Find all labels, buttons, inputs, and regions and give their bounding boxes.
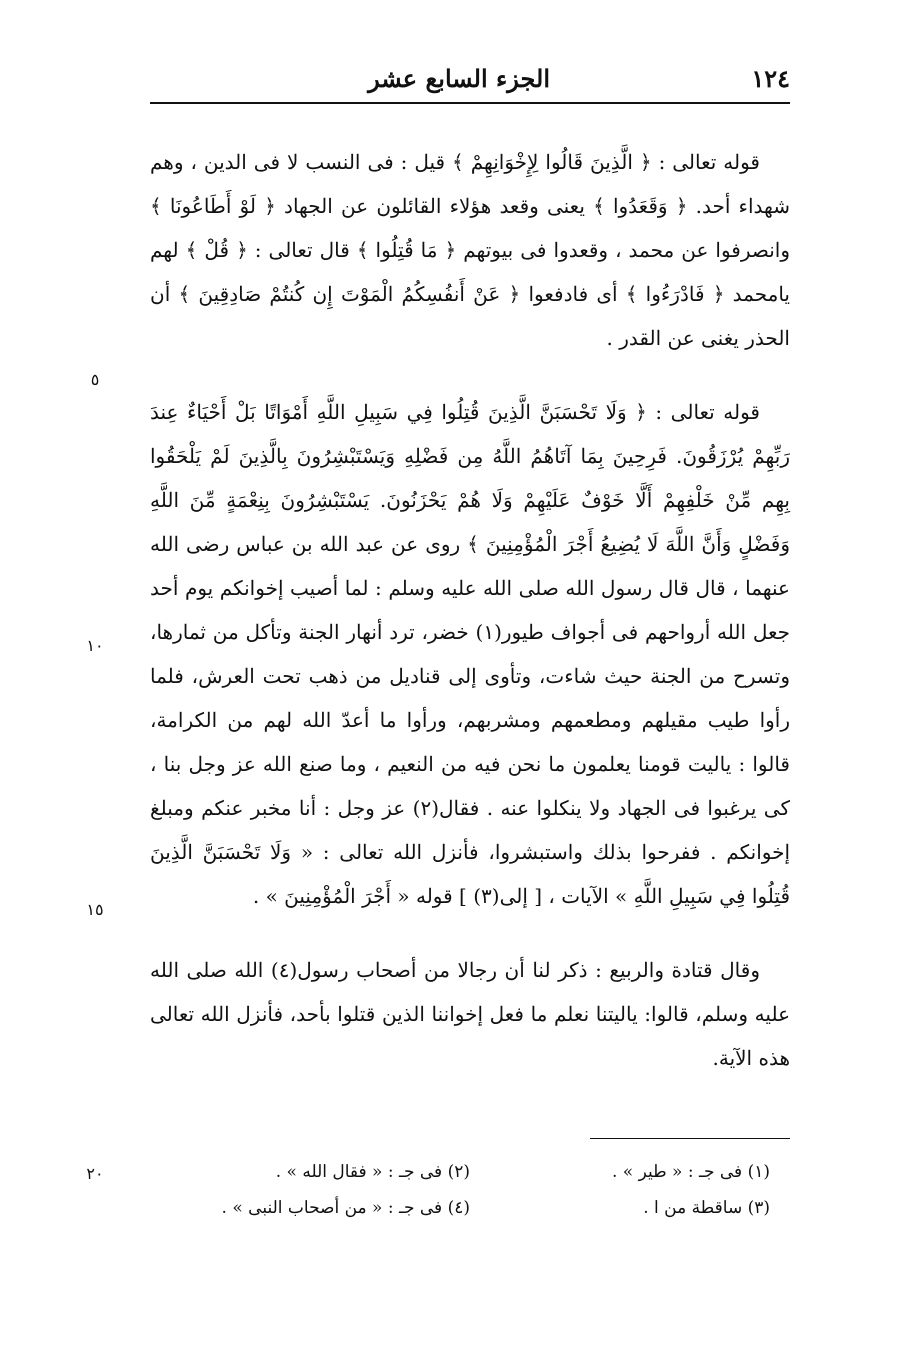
main-text (150, 140, 790, 1080)
header-rule (150, 102, 790, 104)
footnote: (٤) فى جـ : « من أصحاب النبى » . (221, 1198, 470, 1218)
footnote: (١) فى جـ : « طير » . (612, 1162, 770, 1182)
paragraph: قوله تعالى : ﴿ الَّذِينَ قَالُوا لِإِخْوَانِهِمْ ﴾ قيل : فى النسب لا فى الدين ، وهم شهداء أحد. ﴿ وَقَعَدُوا ﴾ يعنى وقعد هؤلاء القائلون عن الجهاد ﴿ لَوْ أَطَاعُونَا ﴾ وانصرفوا عن محمد ، وقعدوا فى بيوتهم ﴿ مَا قُتِلُوا ﴾ قال تعالى : ﴿ قُلْ ﴾ لهم يامحمد ﴿ فَادْرَءُوا ﴾ أى فادفعوا ﴿ عَنْ أَنفُسِكُمُ الْمَوْتَ إِن كُنتُمْ صَادِقِينَ ﴾ أن الحذر يغنى عن القدر . (150, 150, 790, 350)
line-number-marker: ٥ (90, 370, 100, 389)
line-number-marker: ١٠ (86, 636, 104, 655)
line-number-marker: ١٥ (86, 900, 104, 919)
running-title: الجزء السابع عشر (368, 64, 550, 93)
footnote: (٣) ساقطة من ا . (643, 1198, 770, 1218)
footnotes (210, 1154, 770, 1226)
page-number: ١٢٤ (751, 64, 790, 93)
footnote: (٢) فى جـ : « فقال الله » . (275, 1162, 470, 1182)
page-header (150, 62, 790, 102)
footnote-rule (590, 1138, 790, 1139)
paragraph: قوله تعالى : ﴿ وَلَا تَحْسَبَنَّ الَّذِينَ قُتِلُوا فِي سَبِيلِ اللَّهِ أَمْوَاتًا بَلْ أَحْيَاءٌ عِندَ رَبِّهِمْ يُرْزَقُونَ. فَرِحِينَ بِمَا آتَاهُمُ اللَّهُ مِن فَضْلِهِ وَيَسْتَبْشِرُونَ بِالَّذِينَ لَمْ يَلْحَقُوا بِهِم مِّنْ خَلْفِهِمْ أَلَّا خَوْفٌ عَلَيْهِمْ وَلَا هُمْ يَحْزَنُونَ. يَسْتَبْشِرُونَ بِنِعْمَةٍ مِّنَ اللَّهِ وَفَضْلٍ وَأَنَّ اللَّهَ لَا يُضِيعُ أَجْرَ الْمُؤْمِنِينَ ﴾ روى عن عبد الله بن عباس رضى الله عنهما ، قال قال رسول الله صلى الله عليه وسلم : لما أصيب إخوانكم يوم أحد جعل الله أرواحهم فى أجواف طيور(١) خضر، ترد أنهار الجنة وتأكل من ثمارها، وتسرح من الجنة حيث شاءت، وتأوى إلى قناديل من ذهب تحت العرش، فلما رأوا طيب مقيلهم ومطعمهم ومشربهم، ورأوا ما أعدّ الله لهم من الكرامة، قالوا : ياليت قومنا يعلمون ما نحن فيه من النعيم ، وما صنع الله عز وجل بنا ، كى يرغبوا فى الجهاد ولا ينكلوا عنه . فقال(٢) عز وجل : أنا مخبر عنكم ومبلغ إخوانكم . ففرحوا بذلك واستبشروا، فأنزل الله تعالى : « وَلَا تَحْسَبَنَّ الَّذِينَ قُتِلُوا فِي سَبِيلِ اللَّهِ » الآيات ، [ إلى(٣) ] قوله « أَجْرَ الْمُؤْمِنِينَ » . (150, 400, 790, 908)
paragraph: وقال قتادة والربيع : ذكر لنا أن رجالا من أصحاب رسول(٤) الله صلى الله عليه وسلم، قالوا: ياليتنا نعلم ما فعل إخواننا الذين قتلوا بأحد، فأنزل الله تعالى هذه الآية. (150, 958, 790, 1070)
line-number-marker: ٢٠ (86, 1164, 104, 1183)
